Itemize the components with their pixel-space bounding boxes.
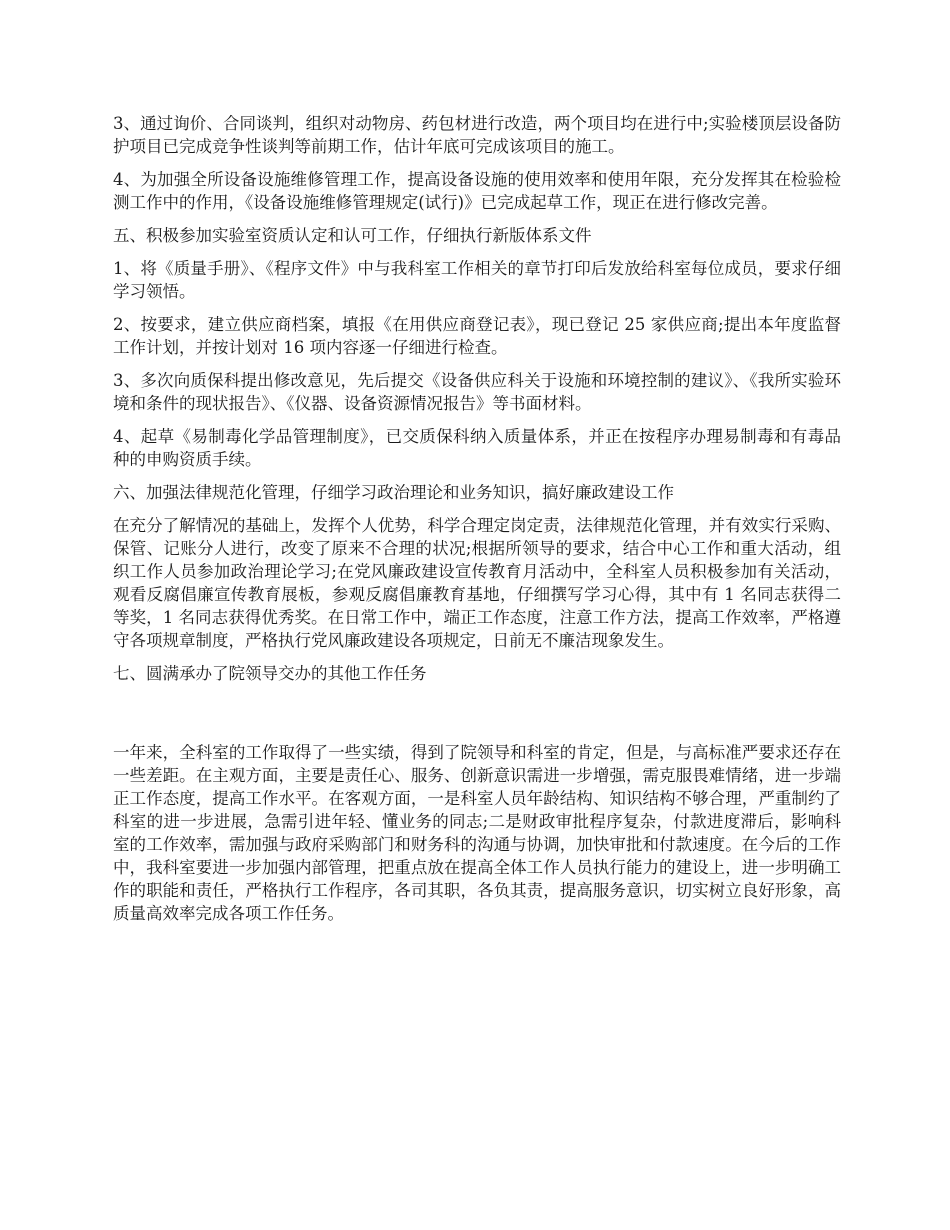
paragraph-item-1-manuals: 1、将《质量手册》、《程序文件》中与我科室工作相关的章节打印后发放给科室每位成员，要求仔细学习领悟。 xyxy=(113,259,841,301)
blank-spacer xyxy=(113,695,841,741)
paragraph-item-4-chemicals: 4、起草《易制毒化学品管理制度》，已交质保科纳入质量体系，并正在按程序办理易制毒和有毒品种的申购资质手续。 xyxy=(113,427,841,469)
section-heading-5: 五、积极参加实验室资质认定和认可工作，仔细执行新版体系文件 xyxy=(113,226,592,245)
document-page xyxy=(113,112,841,935)
paragraph-integrity-work: 在充分了解情况的基础上，发挥个人优势，科学合理定岗定责，法律规范化管理，并有效实行采购、保管、记账分人进行，改变了原来不合理的状况;根据所领导的要求，结合中心工作和重大活动，组织工作人员参加政治理论学习;在党风廉政建设宣传教育月活动中，全科室人员积极参加有关活动，观看反腐倡廉宣传教育展板，参观反腐倡廉教育基地，仔细撰写学习心得，其中有 1 名同志获得二等奖，1 名同志获得优秀奖。在日常工作中，端正工作态度，注意工作方法，提高工作效率，严格遵守各项规章制度，严格执行党风廉政建设各项规定，日前无不廉洁现象发生。 xyxy=(113,516,841,650)
paragraph-item-2-suppliers: 2、按要求，建立供应商档案，填报《在用供应商登记表》，现已登记 25 家供应商;提出本年度监督工作计划，并按计划对 16 项内容逐一仔细进行检查。 xyxy=(113,315,841,357)
paragraph-conclusion: 一年来，全科室的工作取得了一些实绩，得到了院领导和科室的肯定，但是，与高标准严要求还存在一些差距。在主观方面，主要是责任心、服务、创新意识需进一步增强，需克服畏难情绪，进一步端正工作态度，提高工作水平。在客观方面，一是科室人员年龄结构、知识结构不够合理，严重制约了科室的进一步进展，急需引进年轻、懂业务的同志;二是财政审批程序复杂，付款进度滞后，影响科室的工作效率，需加强与政府采购部门和财务科的沟通与协调，加快审批和付款速度。在今后的工作中，我科室要进一步加强内部管理，把重点放在提高全体工作人员执行能力的建设上，进一步明确工作的职能和责任，严格执行工作程序，各司其职，各负其责，提高服务意识，切实树立良好形象，高质量高效率完成各项工作任务。 xyxy=(113,743,841,923)
paragraph-item-3-reports: 3、多次向质保科提出修改意见，先后提交《设备供应科关于设施和环境控制的建议》、《我所实验环境和条件的现状报告》、《仪器、设备资源情况报告》等书面材料。 xyxy=(113,371,841,413)
section-heading-7: 七、圆满承办了院领导交办的其他工作任务 xyxy=(113,664,427,683)
paragraph-item-4-maintenance: 4、为加强全所设备设施维修管理工作，提高设备设施的使用效率和使用年限，充分发挥其在检验检测工作中的作用，《设备设施维修管理规定(试行)》已完成起草工作，现正在进行修改完善。 xyxy=(113,170,841,212)
section-heading-6: 六、加强法律规范化管理，仔细学习政治理论和业务知识，搞好廉政建设工作 xyxy=(113,483,674,502)
paragraph-item-3-renovation: 3、通过询价、合同谈判，组织对动物房、药包材进行改造，两个项目均在进行中;实验楼顶层设备防护项目已完成竞争性谈判等前期工作，估计年底可完成该项目的施工。 xyxy=(113,114,841,156)
